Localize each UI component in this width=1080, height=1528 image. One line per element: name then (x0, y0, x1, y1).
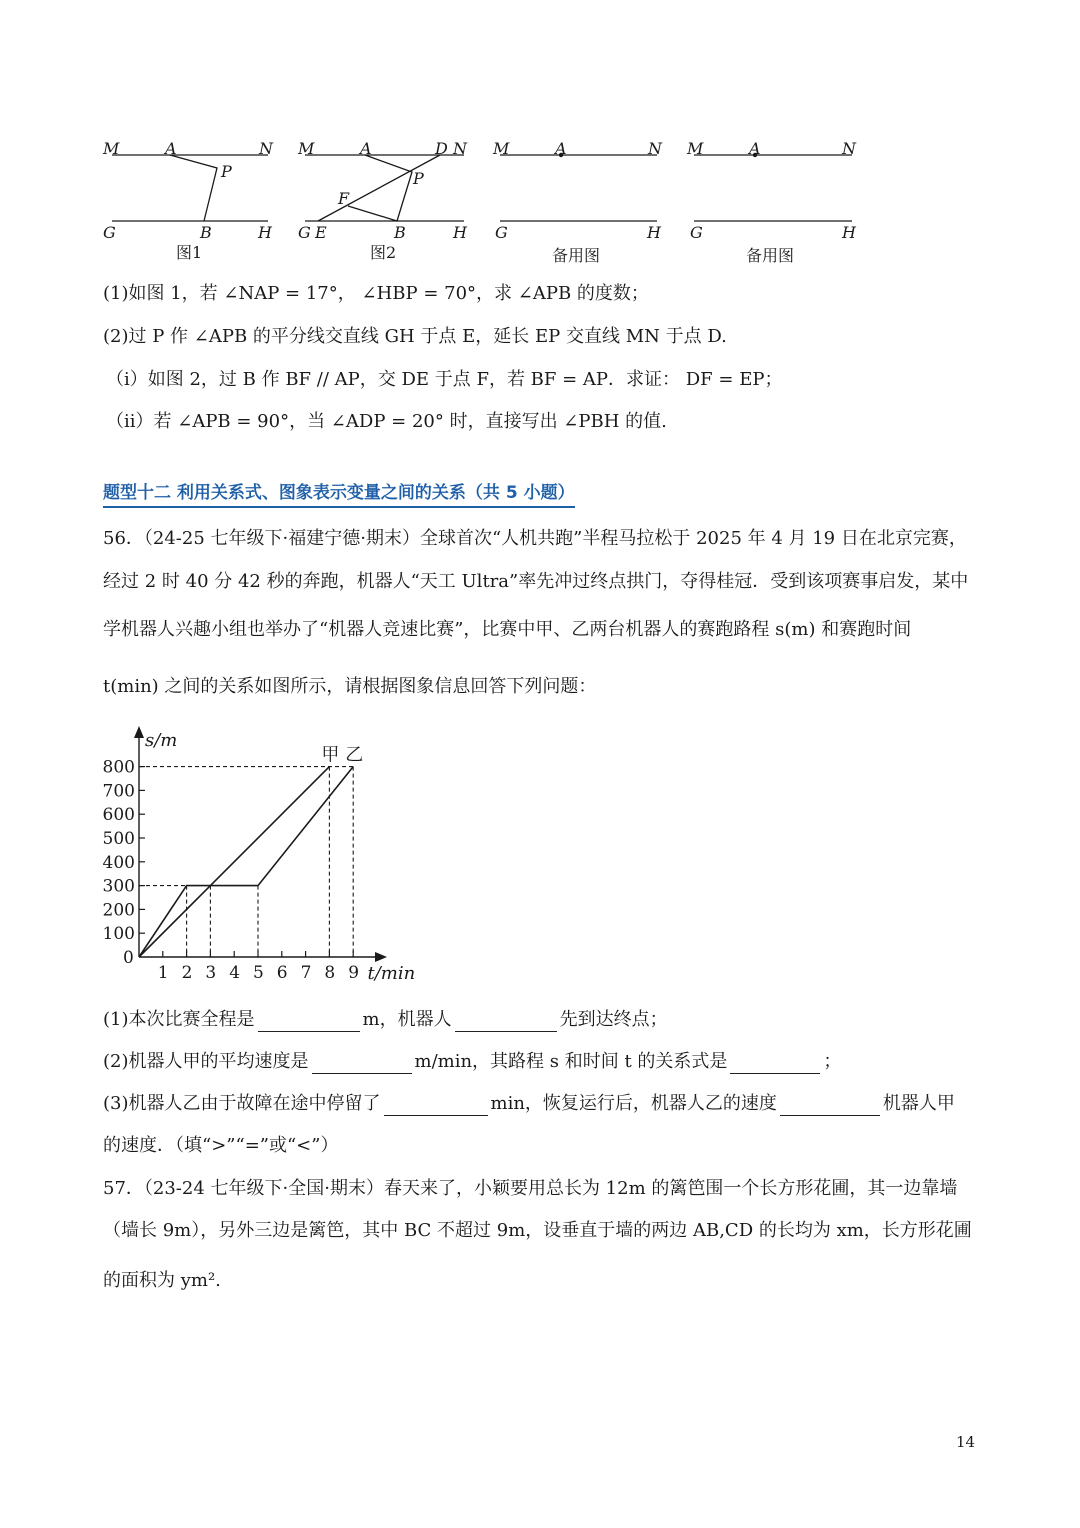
p56-q2-text-c: ； (823, 1051, 842, 1072)
series-label-jia: 甲 (321, 744, 340, 766)
y-axis-arrow (134, 726, 144, 738)
p56-q2-blank-1[interactable] (312, 1055, 412, 1074)
p56-q1-text-a: (1)本次比赛全程是 (103, 1009, 255, 1030)
series-line-jia (139, 767, 329, 957)
p56-line2: 经过 2 时 40 分 42 秒的奔跑，机器人“天工 Ultra”率先冲过终点拱门，夺得桂冠．受到该项赛事启发，某中 (103, 571, 969, 592)
y-tick-label: 600 (102, 805, 135, 826)
series-line-yi (139, 767, 353, 957)
fig2-label-A: A (360, 139, 372, 158)
prev-q1: (1)如图 1，若 ∠NAP = 17°， ∠HBP = 70°，求 ∠APB 的度数； (103, 283, 649, 304)
y-tick-label: 200 (102, 900, 135, 921)
fig3-label-M: M (493, 139, 510, 158)
x-tick-label: 8 (324, 963, 336, 983)
x-tick-label: 3 (205, 963, 217, 983)
distance-time-chart (95, 720, 435, 990)
p56-q1-text-b: m，机器人 (362, 1009, 452, 1030)
p57-line3: 的面积为 ym². (103, 1270, 221, 1291)
p56-q3-text-b: min，恢复运行后，机器人乙的速度 (490, 1093, 777, 1114)
p56-q3-cont: 的速度．（填“>”“=”或“<”） (103, 1135, 339, 1156)
x-tick-label: 1 (157, 963, 169, 983)
prev-q2: (2)过 P 作 ∠APB 的平分线交直线 GH 于点 E，延长 EP 交直线 MN 于点 D. (103, 326, 727, 347)
p56-q1 (103, 1008, 668, 1032)
fig4-label-H: H (842, 223, 856, 242)
fig2-label-F: F (338, 189, 350, 208)
p56-q2-blank-2[interactable] (730, 1055, 820, 1074)
fig3-label-N: N (648, 139, 662, 158)
y-axis-label: s/m (145, 730, 178, 751)
prev-q2i: （i）如图 2，过 B 作 BF // AP，交 DE 于点 F，若 BF = AP．求证： DF = EP； (106, 369, 783, 390)
prev-q2ii: （ii）若 ∠APB = 90°，当 ∠ADP = 20° 时，直接写出 ∠PBH 的值. (106, 411, 667, 432)
y-tick-label: 700 (102, 781, 135, 802)
p57-line2: （墙长 9m），另外三边是篱笆，其中 BC 不超过 9m，设垂直于墙的两边 AB,CD 的长均为 xm，长方形花圃 (103, 1220, 972, 1241)
fig1-label-G: G (103, 223, 116, 242)
p56-q3-blank-1[interactable] (384, 1097, 488, 1116)
x-axis-label: t/min (367, 963, 416, 984)
p56-q1-text-c: 先到达终点； (559, 1009, 668, 1030)
x-tick-label: 9 (348, 963, 360, 983)
fig3-label-H: H (647, 223, 661, 242)
p56-line4: t(min) 之间的关系如图所示，请根据图象信息回答下列问题： (103, 676, 597, 697)
p56-q3-blank-2[interactable] (780, 1097, 880, 1116)
p56-q3-text-c: 机器人甲 (882, 1093, 955, 1114)
fig4-label-N: N (842, 139, 856, 158)
p56-q3-text-a: (3)机器人乙由于故障在途中停留了 (103, 1093, 381, 1114)
geometry-figures (0, 130, 1080, 270)
x-tick-label: 6 (276, 963, 288, 983)
page-number: 14 (956, 1433, 976, 1451)
x-tick-label: 4 (229, 963, 241, 983)
p56-q3 (103, 1092, 955, 1116)
fig2-label-N: N (453, 139, 467, 158)
fig2-label-D: D (435, 139, 448, 158)
x-tick-label: 2 (181, 963, 193, 983)
y-tick-label: 500 (102, 829, 135, 849)
fig4-caption: 备用图 (746, 246, 795, 265)
p56-q1-blank-2[interactable] (455, 1013, 557, 1032)
fig2-caption: 图2 (370, 243, 397, 262)
fig1-label-B: B (200, 223, 212, 242)
fig3-label-A: A (555, 139, 567, 158)
section-heading: 题型十二 利用关系式、图象表示变量之间的关系（共 5 小题） (103, 481, 575, 508)
p57-line1: 57．（23-24 七年级下·全国·期末）春天来了，小颖要用总长为 12m 的篱笆围一个长方形花圃，其一边靠墙 (103, 1178, 958, 1199)
x-tick-label: 7 (300, 963, 312, 983)
series-label-yi: 乙 (345, 744, 364, 766)
fig1-label-P: P (221, 162, 232, 181)
p56-line3: 学机器人兴趣小组也举办了“机器人竞速比赛”，比赛中甲、乙两台机器人的赛跑路程 s(m) 和赛跑时间 (103, 619, 912, 640)
y-tick-label: 300 (102, 876, 135, 897)
fig4-label-M: M (687, 139, 704, 158)
fig2-label-G: G (298, 223, 311, 242)
fig1-label-N: N (259, 139, 273, 158)
fig2-label-M: M (298, 139, 315, 158)
p56-q2 (103, 1050, 841, 1074)
p56-line1: 56．（24-25 七年级下·福建宁德·期末）全球首次“人机共跑”半程马拉松于 2025 年 4 月 19 日在北京完赛， (103, 528, 967, 549)
fig3-caption: 备用图 (552, 246, 601, 265)
p56-q2-text-b: m/min，其路程 s 和时间 t 的关系式是 (414, 1051, 728, 1072)
origin-label: 0 (123, 948, 134, 968)
fig4-label-G: G (690, 223, 703, 242)
fig4-label-A: A (749, 139, 761, 158)
x-tick-label: 5 (253, 963, 264, 983)
y-tick-label: 400 (102, 852, 135, 873)
y-tick-label: 800 (102, 757, 135, 778)
fig2-label-P: P (413, 169, 424, 188)
fig1-caption: 图1 (176, 243, 203, 262)
fig2-label-B: B (394, 223, 406, 242)
fig3-label-G: G (495, 223, 508, 242)
fig1-label-A: A (165, 139, 177, 158)
fig1-label-H: H (258, 223, 272, 242)
fig2-label-E: E (315, 223, 327, 242)
x-axis-arrow (375, 952, 387, 962)
p56-q2-text-a: (2)机器人甲的平均速度是 (103, 1051, 309, 1072)
fig1-label-M: M (103, 139, 120, 158)
y-tick-label: 100 (102, 924, 135, 945)
p56-q1-blank-1[interactable] (258, 1013, 360, 1032)
fig2-label-H: H (453, 223, 467, 242)
